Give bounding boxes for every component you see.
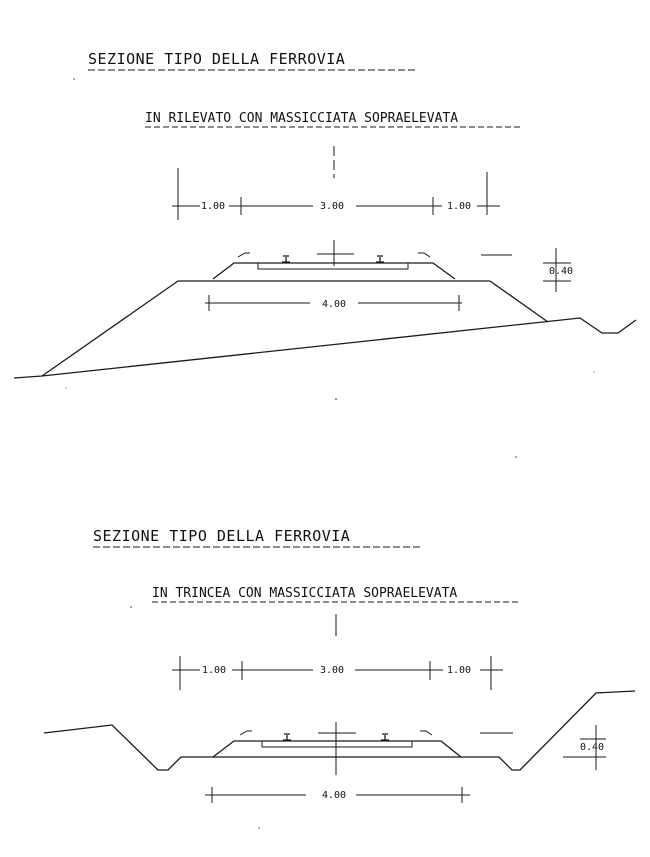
section2-title: SEZIONE TIPO DELLA FERROVIA — [93, 527, 351, 545]
section2-rail-left — [283, 734, 291, 740]
section2-dim-right: 1.00 — [447, 665, 472, 676]
section1-title: SEZIONE TIPO DELLA FERROVIA — [88, 50, 346, 68]
section2-dim-height: 0.40 — [580, 742, 605, 753]
section2-dim-center: 3.00 — [320, 665, 345, 676]
section1-dim-left: 1.00 — [201, 201, 226, 212]
section1-ballast — [178, 240, 512, 281]
section2-dim-left: 1.00 — [202, 665, 227, 676]
section1-dim-center: 3.00 — [320, 201, 345, 212]
section-cutting — [44, 527, 635, 803]
section2-ballast — [213, 722, 513, 775]
section2-cutting-profile — [44, 691, 635, 770]
section2-rail-right — [381, 734, 389, 740]
section1-top-dimension — [172, 168, 500, 220]
section1-rail-right — [376, 256, 384, 262]
section2-dim-base: 4.00 — [322, 790, 347, 801]
section1-subtitle: IN RILEVATO CON MASSICCIATA SOPRAELEVATA — [145, 111, 459, 126]
scan-specks — [65, 78, 594, 829]
section1-embankment-profile — [14, 281, 636, 378]
section-embankment — [14, 50, 636, 378]
section1-dim-base: 4.00 — [322, 299, 347, 310]
section1-rail-left — [282, 256, 290, 262]
section2-subtitle: IN TRINCEA CON MASSICCIATA SOPRAELEVATA — [152, 586, 458, 601]
section1-dim-height: 0.40 — [549, 266, 574, 277]
section1-dim-right: 1.00 — [447, 201, 472, 212]
